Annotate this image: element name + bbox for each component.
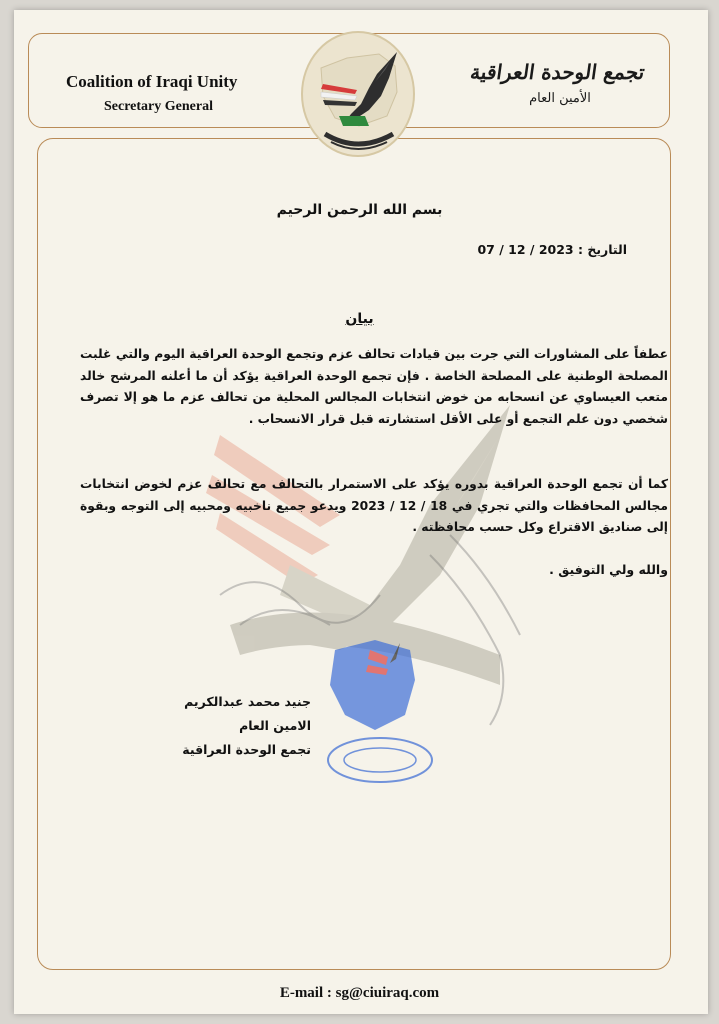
org-name-english: Coalition of Iraqi Unity [66, 72, 238, 91]
signatory-org: تجمع الوحدة العراقية [182, 742, 311, 757]
date-label: التاريخ : [577, 242, 627, 257]
document-date [477, 242, 627, 257]
signatory-name: جنيد محمد عبدالكريم [184, 694, 311, 709]
statement-paragraph-1: عطفاً على المشاورات التي جرت بين قيادات تحالف عزم وتجمع الوحدة العراقية اليوم والتي غلبت المصلحة الوطنية على المصلحة الخاصة . فإن تجمع الوحدة العراقية يؤكد أن ما أعلنه المرشح خالد متعب العيساوي عن انسحابه من خوض انتخابات المجالس المحلية من تحالف عزم ما هو إلا تصرف شخصي دون علم التجمع أو على الأقل استشارته قبل قرار الانسحاب . [80, 347, 668, 426]
date-value: 07 / 12 / 2023 [477, 242, 574, 257]
statement-heading: بيان [345, 311, 374, 327]
footer-email: E-mail : sg@ciuiraq.com [279, 985, 440, 1001]
signatory-title: الامين العام [239, 718, 311, 733]
title-arabic: الأمين العام [529, 91, 591, 106]
org-name-arabic: تجمع الوحدة العراقية [468, 60, 647, 84]
eagle-logo-icon [299, 30, 417, 158]
closing-line: والله ولي التوفيق . [549, 562, 668, 577]
basmala: بسم الله الرحمن الرحيم [276, 202, 443, 218]
title-english: Secretary General [104, 99, 213, 114]
statement-paragraph-2: كما أن تجمع الوحدة العراقية بدوره يؤكد على الاستمرار بالتحالف مع تحالف عزم لخوض انتخابات مجالس المحافظات والتي تجري في 18 / 12 / 2023 ويدعو جميع ناخبيه ومحبيه إلى التوجه وبقوة إلى صناديق الاقتراع وكل حسب محافظته . [80, 477, 669, 534]
